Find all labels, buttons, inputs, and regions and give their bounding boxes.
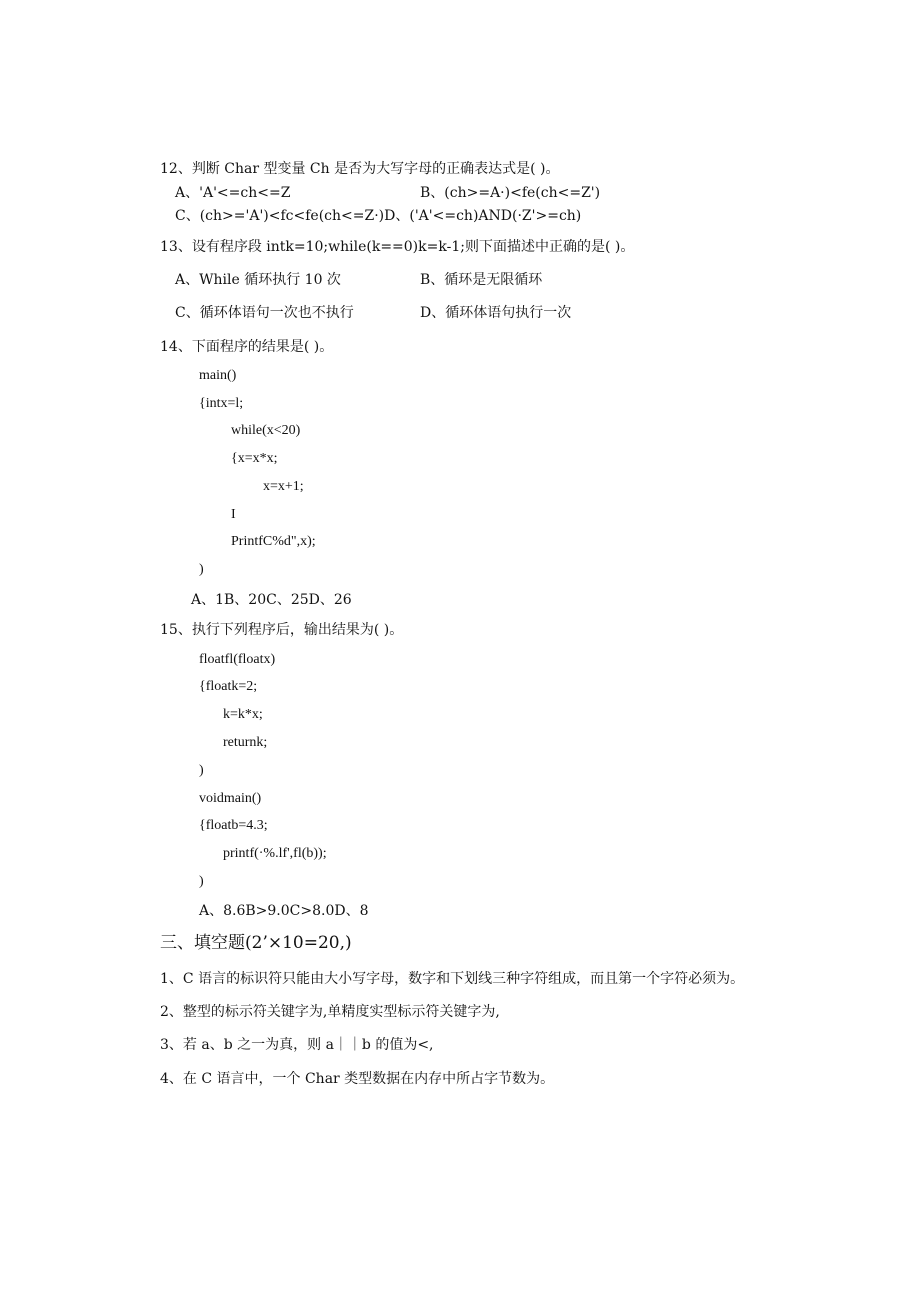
code-line: {x=x*x;	[231, 451, 278, 466]
code-line: printf(·%.lf',fl(b));	[223, 846, 327, 861]
fill-blank-item: 2、整型的标示符关键字为,单精度实型标示符关键字为,	[160, 1004, 500, 1020]
code-line: voidmain()	[199, 791, 262, 806]
code-line: main()	[199, 368, 237, 383]
code-line: floatfl(floatx)	[199, 652, 276, 667]
q14-stem: 14、下面程序的结果是( )。	[160, 339, 334, 355]
code-line: {floatk=2;	[199, 679, 258, 694]
fill-blank-item: 4、在 C 语言中，一个 Char 类型数据在内存中所占字节数为。	[160, 1071, 555, 1087]
code-line: )	[199, 874, 204, 889]
code-line: while(x<20)	[231, 423, 301, 438]
code-line: x=x+1;	[263, 479, 304, 494]
q13-option-c: C、循环体语句一次也不执行	[175, 305, 354, 321]
q12-option-b: B、(ch>=A·)<fe(ch<=Z')	[420, 185, 601, 201]
code-line: )	[199, 562, 204, 577]
q15-stem: 15、执行下列程序后，输出结果为( )。	[160, 622, 404, 638]
code-line: )	[199, 763, 204, 778]
q14-options: A、1B、20C、25D、26	[191, 592, 352, 608]
q13-option-d: D、循环体语句执行一次	[420, 305, 572, 321]
code-line: {floatb=4.3;	[199, 818, 268, 833]
q15-options: A、8.6B>9.0C>8.0D、8	[199, 903, 369, 919]
q13-stem: 13、设有程序段 intk=10;while(k==0)k=k-1;则下面描述中正确的是( )。	[160, 239, 635, 255]
code-line: k=k*x;	[223, 707, 263, 722]
code-line: {intx=l;	[199, 396, 244, 411]
code-line: I	[231, 507, 236, 522]
q13-option-a: A、While 循环执行 10 次	[175, 272, 341, 288]
q12-stem: 12、判断 Char 型变量 Ch 是否为大写字母的正确表达式是( )。	[160, 161, 560, 177]
section-heading: 三、填空题(2’×10=20,)	[160, 933, 352, 953]
q12-option-cd: C、(ch>='A')<fc<fe(ch<=Z·)D、('A'<=ch)AND(·Z'>=ch)	[175, 208, 582, 224]
fill-blank-item: 1、C 语言的标识符只能由大小写字母，数字和下划线三种字符组成，而且第一个字符必须为。	[160, 971, 745, 987]
q13-option-b: B、循环是无限循环	[420, 272, 543, 288]
code-line: returnk;	[223, 735, 268, 750]
code-line: PrintfC%d",x);	[231, 534, 316, 549]
q12-option-a: A、'A'<=ch<=Z	[175, 185, 291, 201]
fill-blank-item: 3、若 a、b 之一为真，则 a｜｜b 的值为<,	[160, 1037, 434, 1053]
